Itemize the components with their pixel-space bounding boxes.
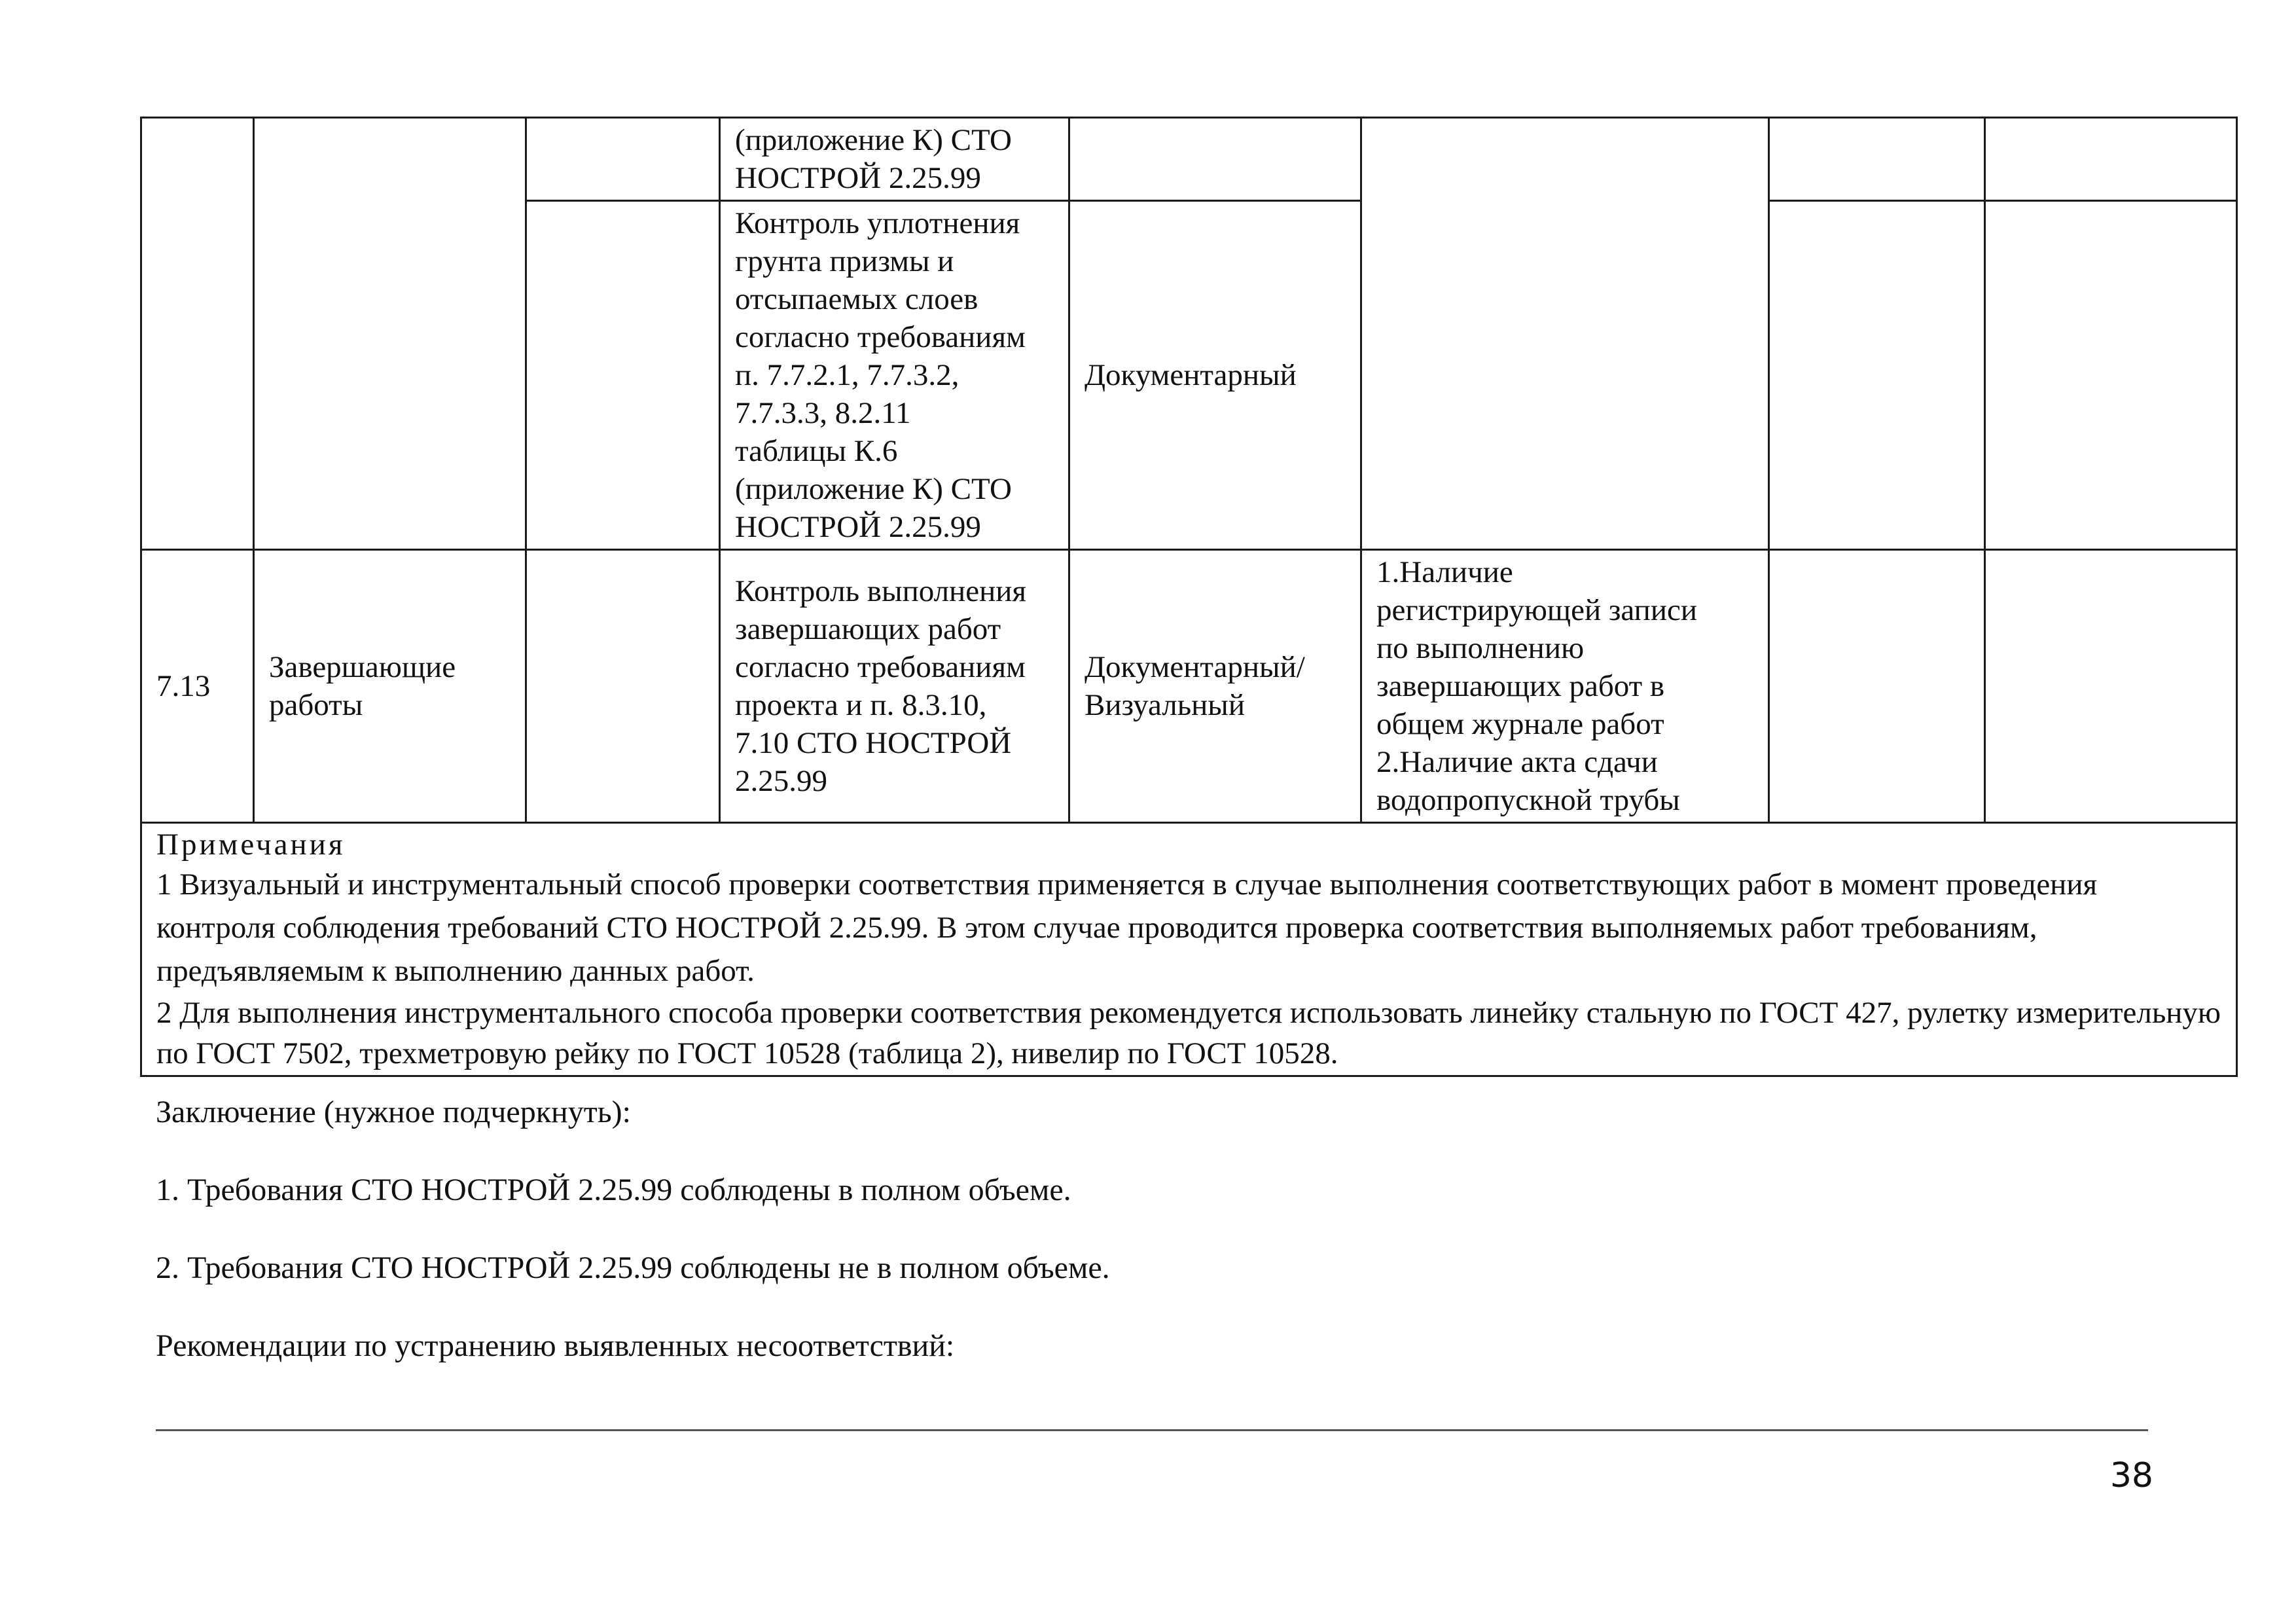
cell-method xyxy=(1069,118,1361,201)
cell-requirement: (приложение К) СТО НОСТРОЙ 2.25.99 xyxy=(720,118,1069,201)
cell-blank xyxy=(1985,118,2237,201)
page-number: 38 xyxy=(2109,1456,2153,1495)
cell-docs-empty xyxy=(1361,118,1769,550)
conclusion-option-2: 2. Требования СТО НОСТРОЙ 2.25.99 соблюдены не в полном объеме. xyxy=(156,1250,1110,1285)
note-1: 1 Визуальный и инструментальный способ проверки соответствия применяется в случае выполнения соответствующих работ в момент проведения контроля соблюдения требований СТО НОСТРОЙ 2.25.99. В этом случае проводится проверка соответствия выполняемых работ требованиям, предъявляемым к выполнению данных работ. xyxy=(156,867,2098,988)
cell-documents: 1.Наличие регистрирующей записи по выполнению завершающих работ в общем журнале работ 2.Наличие акта сдачи водопропускной трубы xyxy=(1361,550,1769,823)
cell-blank xyxy=(1769,118,1985,201)
table-row xyxy=(141,118,2237,201)
table-row xyxy=(141,550,2237,823)
notes-cell xyxy=(141,823,2237,1076)
cell-method: Документарный/ Визуальный xyxy=(1069,550,1361,823)
cell-stage: Завершающие работы xyxy=(254,550,526,823)
cell-blank xyxy=(1985,201,2237,550)
cell-num-empty xyxy=(141,118,254,550)
cell-method: Документарный xyxy=(1069,201,1361,550)
notes-row xyxy=(141,823,2237,1076)
signature-line xyxy=(156,1429,2148,1431)
conclusion-option-1: 1. Требования СТО НОСТРОЙ 2.25.99 соблюдены в полном объеме. xyxy=(156,1173,1071,1207)
cell-blank xyxy=(526,118,720,201)
cell-blank xyxy=(1769,201,1985,550)
cell-stage-empty xyxy=(254,118,526,550)
cell-requirement: Контроль выполнения завершающих работ согласно требованиям проекта и п. 8.3.10, 7.10 СТО НОСТРОЙ 2.25.99 xyxy=(720,550,1069,823)
cell-blank xyxy=(526,201,720,550)
note-2: 2 Для выполнения инструментального способа проверки соответствия рекомендуется использовать линейку стальную по ГОСТ 427, рулетку измерительную по ГОСТ 7502, трехметровую рейку по ГОСТ 10528 (таблица 2), нивелир по ГОСТ 10528. xyxy=(156,996,2221,1070)
recommendations-heading: Рекомендации по устранению выявленных несоответствий: xyxy=(156,1328,955,1363)
notes-title: Примечания xyxy=(156,828,346,862)
cell-num: 7.13 xyxy=(141,550,254,823)
cell-blank xyxy=(526,550,720,823)
cell-blank xyxy=(1985,550,2237,823)
cell-requirement: Контроль уплотнения грунта призмы и отсыпаемых слоев согласно требованиям п. 7.7.2.1, 7.7.3.2, 7.7.3.3, 8.2.11 таблицы К.6 (приложение К) СТО НОСТРОЙ 2.25.99 xyxy=(720,201,1069,550)
cell-blank xyxy=(1769,550,1985,823)
conclusion-heading: Заключение (нужное подчеркнуть): xyxy=(156,1095,631,1129)
inspection-table xyxy=(140,117,2238,1077)
